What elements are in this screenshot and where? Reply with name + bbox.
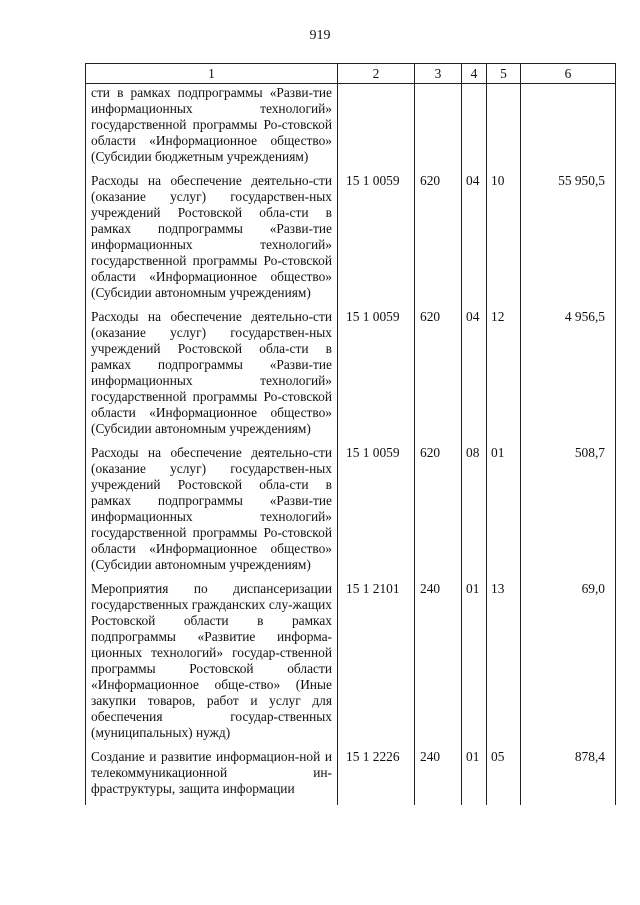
table-row — [86, 309, 616, 445]
row-subsection: 12 — [487, 309, 521, 445]
header-cell-5: 5 — [487, 64, 521, 84]
row-amount: 878,4 — [521, 749, 616, 805]
row-amount: 69,0 — [521, 581, 616, 749]
header-cell-4: 4 — [462, 64, 487, 84]
row-section: 08 — [462, 445, 487, 581]
page-number: 919 — [309, 28, 331, 43]
row-code: 15 1 2226 — [338, 749, 415, 805]
row-description: Мероприятия по диспансеризации государственных гражданских слу-жащих Ростовской области в рамках подпрограммы «Развитие информа-ционных технологий» государ-ственной программы Ростовской области «Информационное обще-ство» (Иные закупки товаров, работ и услуг для обеспечения государ-ственных (муниципальных) нужд) — [86, 581, 338, 749]
row-expense-type: 620 — [415, 309, 462, 445]
row-description: Расходы на обеспечение деятельно-сти (оказание услуг) государствен-ных учреждений Ростовской обла-сти в рамках подпрограммы «Разви-тие информационных технологий» государственной программы Ро-стовской области «Информационное общество» (Субсидии автономным учреждениям) — [86, 445, 338, 581]
header-cell-1: 1 — [86, 64, 338, 84]
row-expense-type — [415, 84, 462, 174]
row-section: 01 — [462, 581, 487, 749]
table-header — [86, 64, 616, 84]
table-row — [86, 445, 616, 581]
row-section: 04 — [462, 173, 487, 309]
row-description: сти в рамках подпрограммы «Разви-тие информационных технологий» государственной программы Ро-стовской области «Информационное общество» (Субсидии бюджетным учреждениям) — [86, 84, 338, 174]
header-cell-6: 6 — [521, 64, 616, 84]
table-row — [86, 173, 616, 309]
header-cell-3: 3 — [415, 64, 462, 84]
row-subsection: 13 — [487, 581, 521, 749]
row-expense-type: 240 — [415, 581, 462, 749]
table-row — [86, 749, 616, 805]
table-body — [86, 84, 616, 806]
row-amount — [521, 84, 616, 174]
row-amount: 4 956,5 — [521, 309, 616, 445]
row-expense-type: 240 — [415, 749, 462, 805]
row-section: 01 — [462, 749, 487, 805]
row-description: Расходы на обеспечение деятельно-сти (оказание услуг) государствен-ных учреждений Ростовской обла-сти в рамках подпрограммы «Разви-тие информационных технологий» государственной программы Ро-стовской области «Информационное общество» (Субсидии автономным учреждениям) — [86, 173, 338, 309]
table-row — [86, 581, 616, 749]
row-code — [338, 84, 415, 174]
row-code: 15 1 0059 — [338, 173, 415, 309]
row-section — [462, 84, 487, 174]
row-subsection: 10 — [487, 173, 521, 309]
row-section: 04 — [462, 309, 487, 445]
row-subsection — [487, 84, 521, 174]
row-code: 15 1 0059 — [338, 309, 415, 445]
row-amount: 508,7 — [521, 445, 616, 581]
budget-table — [85, 63, 616, 805]
row-amount: 55 950,5 — [521, 173, 616, 309]
row-expense-type: 620 — [415, 445, 462, 581]
table-row — [86, 84, 616, 174]
row-description: Расходы на обеспечение деятельно-сти (оказание услуг) государствен-ных учреждений Ростовской обла-сти в рамках подпрограммы «Разви-тие информационных технологий» государственной программы Ро-стовской области «Информационное общество» (Субсидии автономным учреждениям) — [86, 309, 338, 445]
row-subsection: 05 — [487, 749, 521, 805]
row-subsection: 01 — [487, 445, 521, 581]
header-cell-2: 2 — [338, 64, 415, 84]
row-code: 15 1 0059 — [338, 445, 415, 581]
row-expense-type: 620 — [415, 173, 462, 309]
row-description: Создание и развитие информацион-ной и телекоммуникационной ин-фраструктуры, защита информации — [86, 749, 338, 805]
row-code: 15 1 2101 — [338, 581, 415, 749]
header-row — [86, 64, 616, 84]
